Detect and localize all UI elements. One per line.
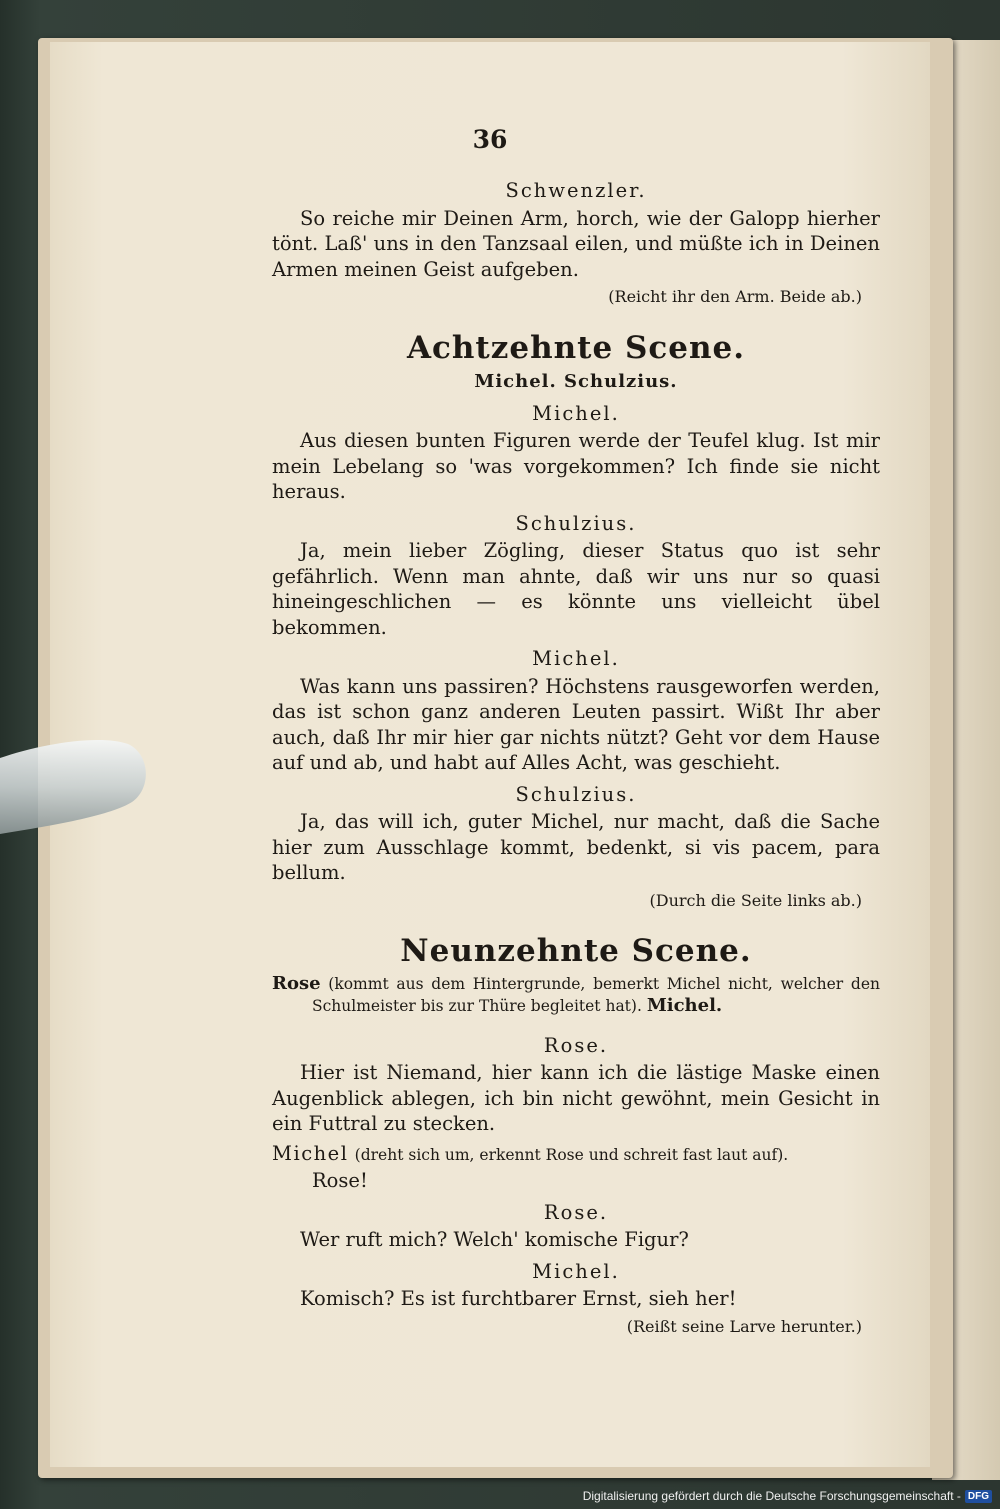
intro-character: Rose xyxy=(272,972,321,994)
dialogue-paragraph: Wer ruft mich? Welch' komische Figur? xyxy=(300,1228,689,1251)
speaker-name: Michel. xyxy=(532,401,620,425)
scene-intro xyxy=(272,973,880,1017)
dialogue-paragraph: Ja, das will ich, guter Michel, nur macht, daß die Sache hier zum Ausschlage kommt, bedenkt, si vis pacem, para bellum. xyxy=(272,810,880,884)
speaker-name: Michel. xyxy=(532,1259,620,1283)
dialogue-paragraph: So reiche mir Deinen Arm, horch, wie der Galopp hierher tönt. Laß' uns in den Tanzsaal eilen, und müßte ich in Deinen Armen meinen Geist aufgeben. xyxy=(272,206,880,281)
dialogue-paragraph: Aus diesen bunten Figuren werde der Teufel klug. Ist mir mein Lebelang so 'was vorgekommen? Ich finde sie nicht heraus. xyxy=(272,429,880,503)
dialogue-paragraph: Was kann uns passiren? Höchstens rausgeworfen werden, das ist schon ganz anderen Leuten passirt. Wißt Ihr aber auch, daß Ihr mir hier gar nichts nützt? Geht vor dem Hause auf und ab, und habt auf Alles Acht, was geschieht. xyxy=(272,674,880,774)
stage-direction: (Reißt seine Larve herunter.) xyxy=(626,1316,862,1336)
dialogue-paragraph: Ja, mein lieber Zögling, dieser Status quo ist sehr gefährlich. Wenn man ahnte, daß wir uns nur so quasi hineingeschlichen — es könnte uns vielleicht übel bekommen. xyxy=(272,539,880,639)
intro-character-2: Michel. xyxy=(646,994,723,1016)
entry-direction: (dreht sich um, erkennt Rose und schreit fast laut auf). xyxy=(354,1145,789,1164)
scene-cast: Michel. Schulzius. xyxy=(474,371,678,392)
speaker-name: Rose. xyxy=(543,1033,609,1057)
scene-heading: Neunzehnte Scene. xyxy=(400,933,752,969)
page-number: 36 xyxy=(472,125,508,154)
speaker-name: Schulzius. xyxy=(515,511,637,535)
page-text xyxy=(272,172,880,1339)
speaker-name: Schulzius. xyxy=(515,782,637,806)
entry-line: Rose! xyxy=(312,1169,368,1192)
dfg-logo: DFG xyxy=(965,1490,992,1503)
scene-heading: Achtzehnte Scene. xyxy=(406,329,746,366)
footer-text: Digitalisierung gefördert durch die Deutsche Forschungsgemeinschaft - xyxy=(582,1489,961,1503)
digitization-footer xyxy=(583,1489,992,1503)
dialogue-paragraph: Komisch? Es ist furchtbarer Ernst, sieh her! xyxy=(300,1287,737,1310)
speaker-name: Schwenzler. xyxy=(505,179,647,202)
stage-direction: (Durch die Seite links ab.) xyxy=(649,890,862,910)
stage-direction: (Reicht ihr den Arm. Beide ab.) xyxy=(608,287,862,306)
speaker-name: Michel. xyxy=(532,647,620,670)
book-page xyxy=(50,42,930,1467)
entry-speaker: Michel xyxy=(272,1141,349,1165)
finger-shadow xyxy=(0,730,160,840)
speaker-name: Rose. xyxy=(543,1200,609,1224)
dialogue-paragraph: Hier ist Niemand, hier kann ich die lästige Maske einen Augenblick ablegen, ich bin nicht gewöhnt, mein Gesicht in ein Futtral zu stecken. xyxy=(272,1061,880,1135)
intro-direction: (kommt aus dem Hintergrunde, bemerkt Michel nicht, welcher den Schulmeister bis zur Thüre begleitet hat). xyxy=(312,974,880,1015)
dialogue-entry xyxy=(272,1141,880,1194)
